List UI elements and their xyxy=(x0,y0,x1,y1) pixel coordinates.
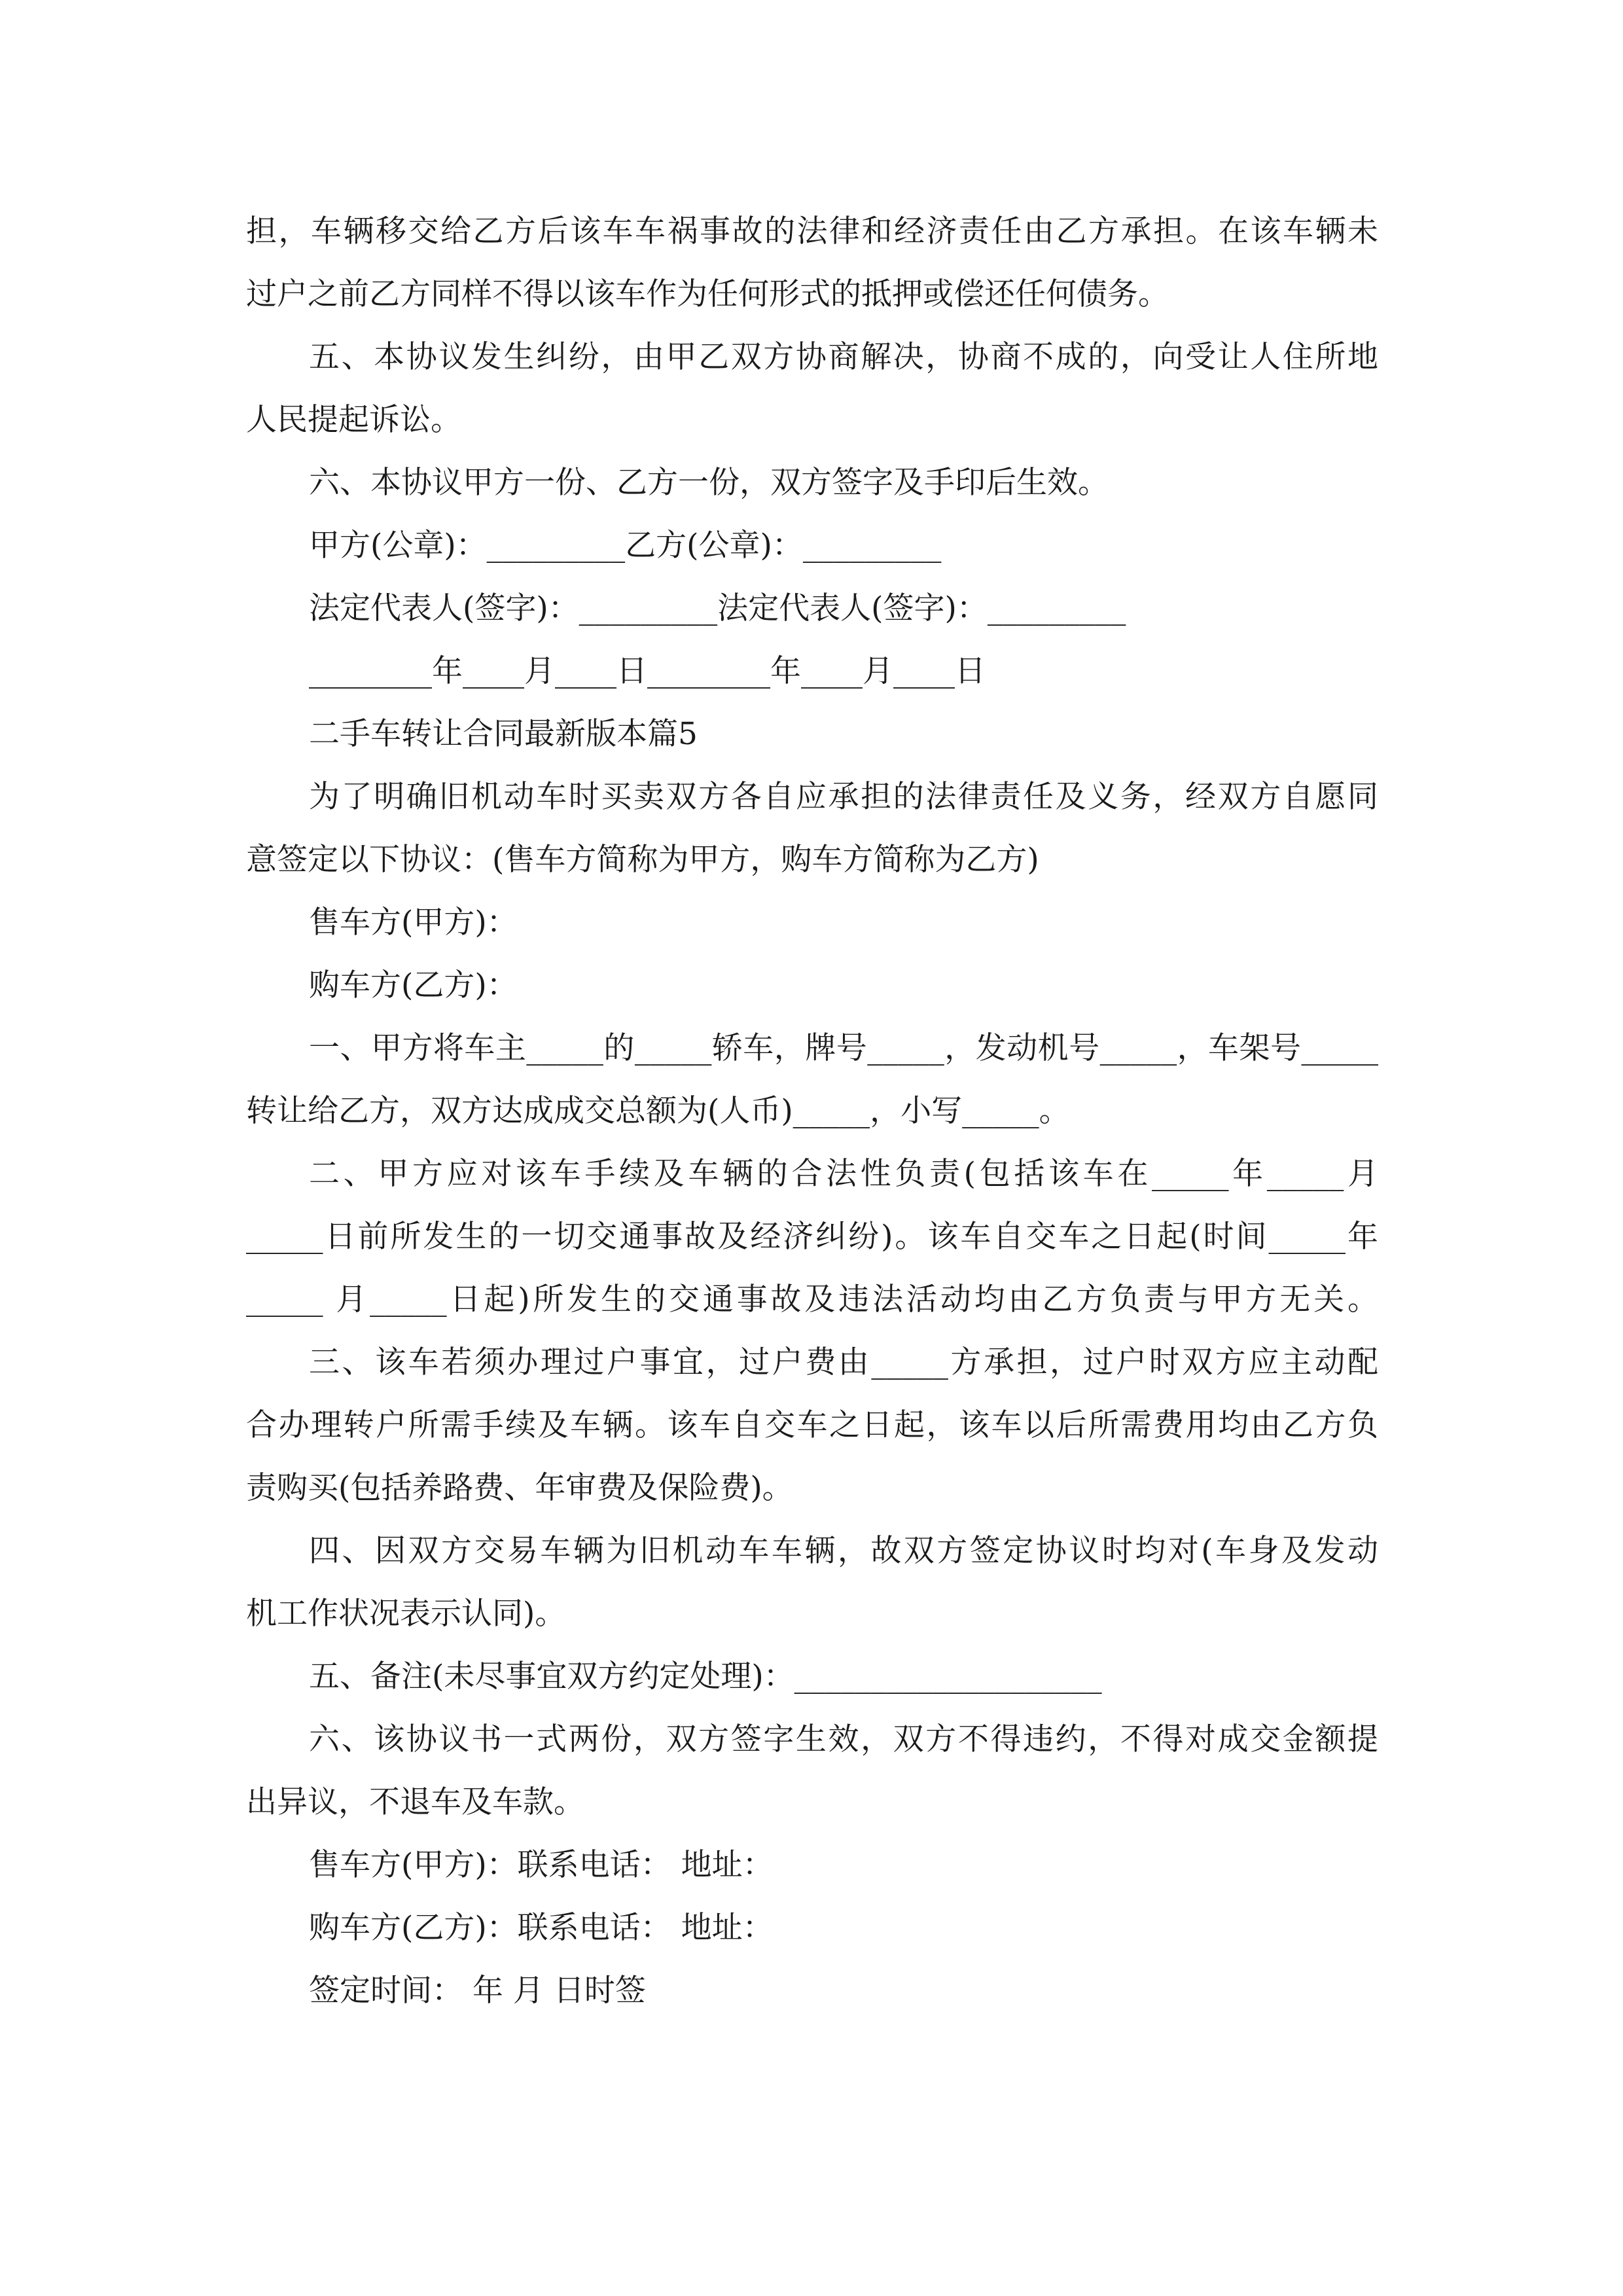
text-line: 人民提起诉讼。 xyxy=(246,402,461,438)
text-line: 责购买(包括养路费、年审费及保险费)。 xyxy=(246,1470,793,1506)
text-line: 三、该车若须办理过户事宜，过户费由_____方承担，过户时双方应主动配 xyxy=(309,1344,1378,1380)
text-line: 四、因双方交易车辆为旧机动车车辆，故双方签定协议时均对(车身及发动 xyxy=(309,1533,1378,1569)
text-line: 五、备注(未尽事宜双方约定处理)：____________________ xyxy=(309,1659,1102,1695)
text-line: 售车方(甲方)： xyxy=(309,905,518,941)
text-line: 二、甲方应对该车手续及车辆的合法性负责(包括该车在_____年_____月 xyxy=(309,1156,1378,1192)
signature-line: 购车方(乙方)：联系电话： 地址： xyxy=(309,1910,774,1946)
signature-line: 售车方(甲方)：联系电话： 地址： xyxy=(309,1847,774,1883)
signature-line: 甲方(公章)：_________乙方(公章)：_________ xyxy=(309,528,942,564)
date-line: ________年____月____日________年____月____日 xyxy=(309,653,986,689)
section-heading: 二手车转让合同最新版本篇5 xyxy=(309,716,698,752)
text-line: _____ 月_____日起)所发生的交通事故及违法活动均由乙方负责与甲方无关。 xyxy=(246,1282,1378,1318)
text-line: 为了明确旧机动车时买卖双方各自应承担的法律责任及义务，经双方自愿同 xyxy=(309,779,1378,815)
text-line: 转让给乙方，双方达成成交总额为(人币)_____，小写_____。 xyxy=(246,1093,1070,1129)
text-line: 六、本协议甲方一份、乙方一份，双方签字及手印后生效。 xyxy=(309,465,1109,501)
text-line: 一、甲方将车主_____的_____轿车，牌号_____，发动机号_____，车架号_____ xyxy=(309,1030,1378,1066)
text-line: _____日前所发生的一切交通事故及经济纠纷)。该车自交车之日起(时间_____年 xyxy=(246,1219,1378,1255)
text-line: 过户之前乙方同样不得以该车作为任何形式的抵押或偿还任何债务。 xyxy=(246,276,1169,312)
text-line: 意签定以下协议：(售车方简称为甲方，购车方简称为乙方) xyxy=(246,842,1039,878)
text-line: 合办理转户所需手续及车辆。该车自交车之日起，该车以后所需费用均由乙方负 xyxy=(246,1407,1378,1443)
text-line: 五、本协议发生纠纷，由甲乙双方协商解决，协商不成的，向受让人住所地 xyxy=(309,339,1378,375)
text-line: 购车方(乙方)： xyxy=(309,967,518,1003)
signature-line: 法定代表人(签字)：_________法定代表人(签字)：_________ xyxy=(309,590,1126,626)
text-line: 机工作状况表示认同)。 xyxy=(246,1596,566,1632)
text-line: 出异议，不退车及车款。 xyxy=(246,1784,584,1820)
date-line: 签定时间： 年 月 日时签 xyxy=(309,1973,646,2009)
text-line: 六、该协议书一式两份，双方签字生效，双方不得违约，不得对成交金额提 xyxy=(309,1721,1378,1757)
text-line: 担，车辆移交给乙方后该车车祸事故的法律和经济责任由乙方承担。在该车辆未 xyxy=(246,213,1378,249)
